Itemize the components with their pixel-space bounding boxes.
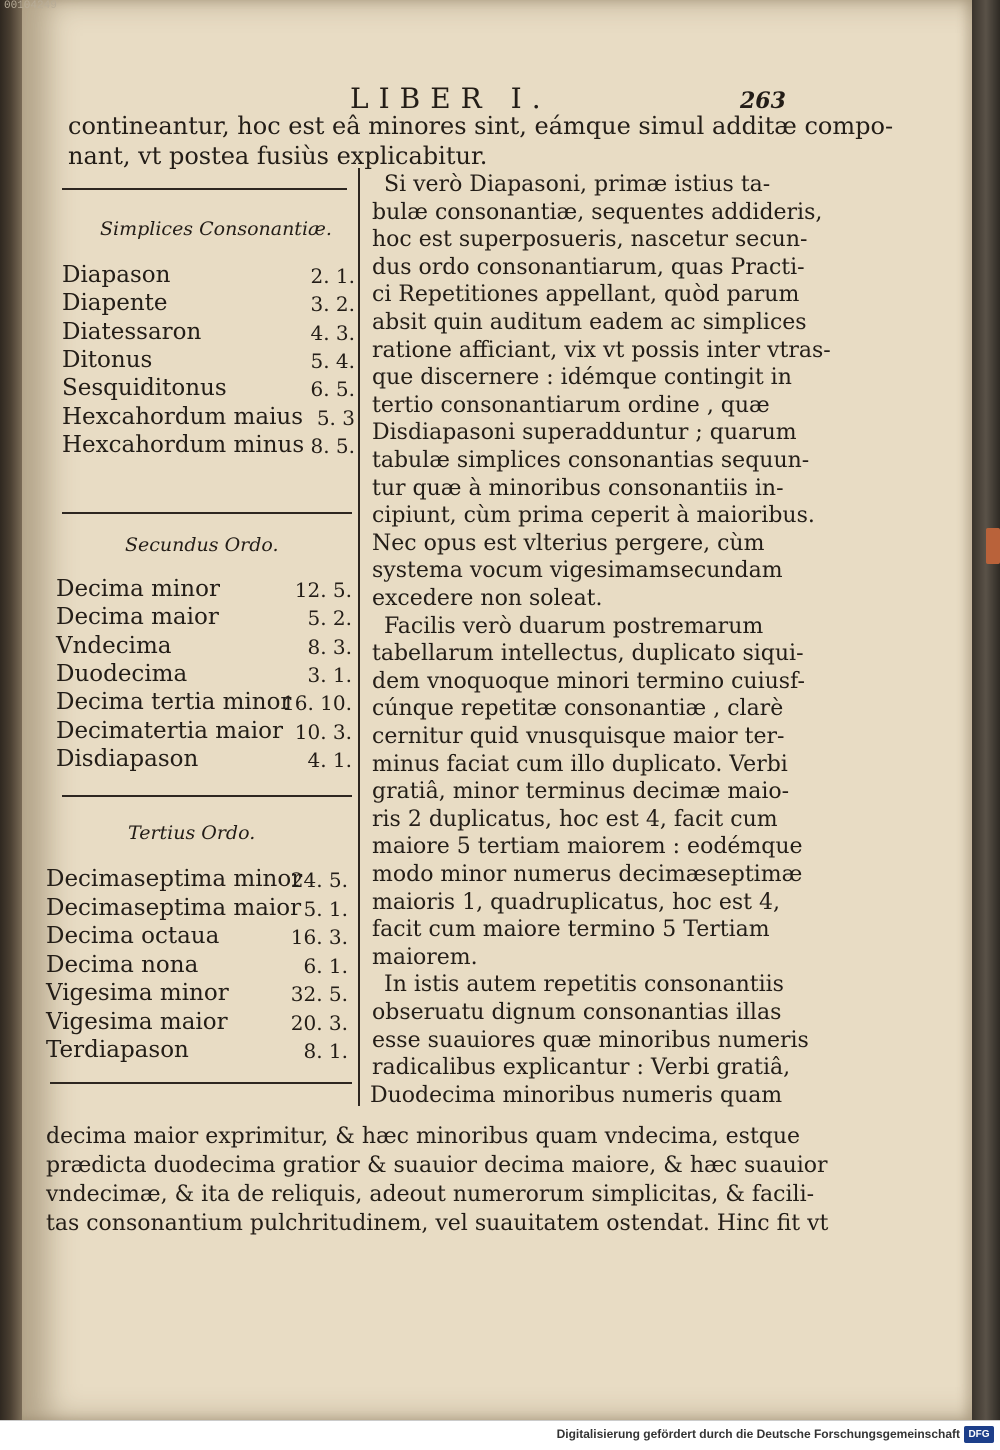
table-rule-2 xyxy=(62,795,352,797)
right-column-line: minus faciat cum illo duplicato. Verbi xyxy=(372,751,788,777)
table-row-name: Decimaseptima minor xyxy=(46,866,303,892)
table-row-ratio: 24. 5. xyxy=(290,868,348,892)
table-title: Tertius Ordo. xyxy=(128,822,256,844)
table-row-name: Diapason xyxy=(62,262,171,288)
right-column-line: ratione afficiant, vix vt possis inter vtras- xyxy=(372,337,831,363)
table-rule-bottom xyxy=(50,1082,352,1084)
table-row-ratio: 4. 3. xyxy=(310,320,355,345)
table-row-ratio: 8. 1. xyxy=(303,1039,348,1063)
table-row-name: Hexcahordum minus xyxy=(62,431,305,458)
table-row-ratio: 5. 1. xyxy=(303,896,348,921)
table-row-name: Decimaseptima maior xyxy=(46,894,302,921)
table-row-ratio: 12. 5. xyxy=(294,578,352,602)
shelfmark: 00104249 xyxy=(4,0,57,12)
dfg-logo: DFG xyxy=(964,1426,994,1443)
right-column-line: tur quæ à minoribus consonantiis in- xyxy=(372,475,784,501)
right-column-line: In istis autem repetitis consonantiis xyxy=(384,972,784,998)
bottom-paragraph-line: decima maior exprimitur, & hæc minoribus quam vndecima, estque xyxy=(46,1124,801,1149)
right-column-line: maioris 1, quadruplicatus, hoc est 4, xyxy=(372,889,780,915)
table-row-name: Decima nona xyxy=(46,951,199,978)
table-row-ratio: 8. 3. xyxy=(307,634,352,659)
right-column-line: dem vnoquoque minori termino cuiusf- xyxy=(372,668,805,694)
bottom-paragraph-line: tas consonantium pulchritudinem, vel suauitatem ostendat. Hinc fit vt xyxy=(46,1211,829,1236)
table-row-ratio: 4. 1. xyxy=(307,747,352,772)
table-row-name: Terdiapason xyxy=(46,1037,189,1063)
right-column-line: tabellarum intellectus, duplicato siqui- xyxy=(372,641,804,667)
bottom-paragraph-line: vndecimæ, & ita de reliquis, adeout numerorum simplicitas, & facili- xyxy=(46,1182,815,1207)
table-row-ratio: 16. 3. xyxy=(290,925,348,949)
right-column-line: Facilis verò duarum postremarum xyxy=(384,613,764,639)
column-divider xyxy=(358,168,360,1106)
right-column-line: Disdiapasoni superadduntur ; quarum xyxy=(372,420,797,446)
right-column-line: hoc est superposueris, nascetur secun- xyxy=(372,227,808,253)
right-column-line: radicalibus explicantur : Verbi gratiâ, xyxy=(372,1055,791,1081)
table-row-name: Sesquiditonus xyxy=(62,375,227,402)
table-row-name: Vigesima maior xyxy=(46,1008,228,1035)
table-row-ratio: 5. 3 xyxy=(316,405,355,430)
right-column-line: ci Repetitiones appellant, quòd parum xyxy=(372,282,800,308)
table-row-name: Decimatertia maior xyxy=(56,717,284,744)
page-number: 263 xyxy=(740,88,786,114)
table-row-name: Decima maior xyxy=(56,604,219,631)
table-row-name: Ditonus xyxy=(62,346,153,373)
right-column-line: Nec opus est vlterius pergere, cùm xyxy=(372,530,765,556)
footer-credit: Digitalisierung gefördert durch die Deutsche Forschungsgemeinschaft xyxy=(556,1427,960,1441)
right-column-line: cipiunt, cùm prima ceperit à maioribus. xyxy=(372,503,815,529)
right-column-line: gratiâ, minor terminus decimæ maio- xyxy=(372,779,790,805)
table-row-name: Diapente xyxy=(62,290,168,317)
bottom-paragraph-line: prædicta duodecima gratior & suauior decima maiore, & hæc suauior xyxy=(46,1153,828,1178)
footer-bar xyxy=(0,1420,1000,1450)
top-paragraph-line: nant, vt postea fusiùs explicabitur. xyxy=(68,142,488,170)
right-column-line: modo minor numerus decimæseptimæ xyxy=(372,862,803,887)
right-column-line: maiore 5 tertiam maiorem : eodémque xyxy=(372,834,803,860)
right-column-line: obseruatu dignum consonantias illas xyxy=(372,1000,782,1025)
right-column-line: tertio consonantiarum ordine , quæ xyxy=(372,392,770,418)
right-column-line: esse suauiores quæ minoribus numeris xyxy=(372,1027,809,1053)
right-column-line: cernitur quid vnusquisque maior ter- xyxy=(372,724,785,749)
right-column-line: cúnque repetitæ consonantiæ , clarè xyxy=(372,696,784,722)
right-column-line: Duodecima minoribus numeris quam xyxy=(370,1082,783,1108)
table-row-ratio: 5. 2. xyxy=(307,606,352,631)
table-row-name: Vndecima xyxy=(56,632,172,659)
table-row-name: Diatessaron xyxy=(62,318,202,345)
table-row-name: Decima minor xyxy=(56,576,220,602)
table-row-ratio: 3. 2. xyxy=(310,292,355,317)
right-column-line: dus ordo consonantiarum, quas Practi- xyxy=(372,254,805,280)
table-row-ratio: 10. 3. xyxy=(294,719,352,744)
table-row-ratio: 6. 5. xyxy=(310,377,355,402)
table-row-name: Vigesima minor xyxy=(46,980,229,1006)
table-row-ratio: 32. 5. xyxy=(290,982,348,1006)
page-edge xyxy=(972,0,1000,1420)
top-paragraph-line: contineantur, hoc est eâ minores sint, eámque simul additæ compo- xyxy=(68,112,894,140)
bookmark-ribbon xyxy=(986,528,1000,564)
right-column-line: maiorem. xyxy=(372,944,478,970)
running-title: LIBER I. xyxy=(350,82,551,115)
table-rule-1 xyxy=(62,512,352,514)
table-row-ratio: 16. 10. xyxy=(282,691,352,716)
right-column-line: tabulæ simplices consonantias sequun- xyxy=(372,448,810,473)
table-rule-top xyxy=(62,188,347,190)
right-column-line: facit cum maiore termino 5 Tertiam xyxy=(372,917,770,943)
right-column-line: absit quin auditum eadem ac simplices xyxy=(372,310,807,335)
table-row-name: Hexcahordum maius xyxy=(62,403,304,430)
right-column-line: excedere non soleat. xyxy=(372,586,603,611)
table-row-name: Decima tertia minor xyxy=(56,689,292,716)
table-row-name: Duodecima xyxy=(56,660,188,687)
table-row-ratio: 20. 3. xyxy=(290,1010,348,1035)
table-row-ratio: 5. 4. xyxy=(310,348,355,373)
right-column-line: que discernere : idémque contingit in xyxy=(372,365,792,391)
right-column-line: Si verò Diapasoni, primæ istius ta- xyxy=(384,172,771,197)
table-title: Secundus Ordo. xyxy=(125,534,279,556)
table-row-name: Decima octaua xyxy=(46,923,220,949)
table-row-name: Disdiapason xyxy=(56,745,199,772)
table-row-ratio: 2. 1. xyxy=(310,264,355,288)
table-title: Simplices Consonantiæ. xyxy=(100,218,332,240)
table-row-ratio: 6. 1. xyxy=(303,953,348,978)
right-column-line: bulæ consonantiæ, sequentes addideris, xyxy=(372,199,823,225)
table-row-ratio: 3. 1. xyxy=(307,662,352,687)
right-column-line: ris 2 duplicatus, hoc est 4, facit cum xyxy=(372,806,778,832)
right-column-line: systema vocum vigesimamsecundam xyxy=(372,558,783,584)
table-row-ratio: 8. 5. xyxy=(310,433,355,458)
